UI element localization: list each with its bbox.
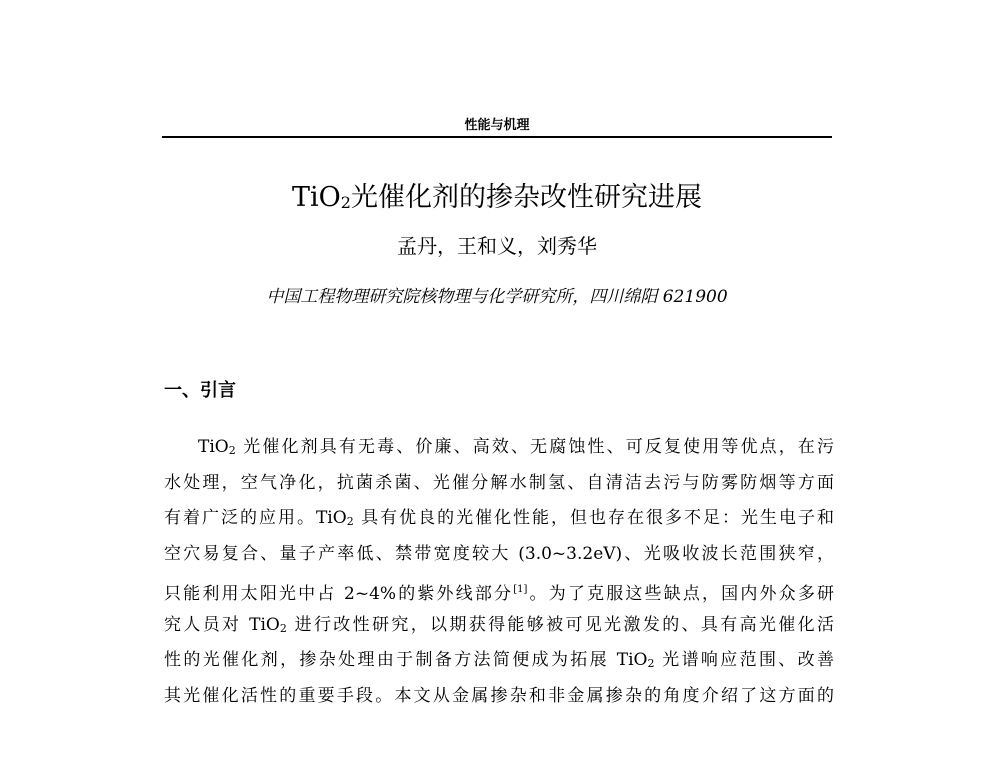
- paragraph-line: 究人员对 TiO$_2$ 进行改性研究，以期获得能够被可见光激发的、具有高光催化活: [164, 614, 834, 635]
- affiliation: 中国工程物理研究院核物理与化学研究所，四川绵阳 621900: [266, 287, 728, 307]
- paragraph-line: 空穴易复合、量子产率低、禁带宽度较大 (3.0~3.2eV)、光吸收波长范围狭窄，: [164, 543, 834, 564]
- paragraph-line: 有着广泛的应用。TiO$_2$ 具有优良的光催化性能，但也存在很多不足：光生电子和: [164, 508, 834, 528]
- paragraph-line: 其光催化活性的重要手段。本文从金属掺杂和非金属掺杂的角度介绍了这方面的: [164, 685, 834, 706]
- paragraph-line: 只能利用太阳光中占 2~4%的紫外线部分[1]。为了克服这些缺点，国内外众多研: [164, 584, 835, 604]
- paragraph-line: TiO$_2$ 光催化剂具有无毒、价廉、高效、无腐蚀性、可反复使用等优点，在污: [198, 437, 834, 457]
- title-rest: 光催化剂的掺杂改性研究进展: [350, 182, 702, 213]
- header-rule: [162, 136, 832, 138]
- authors: 孟丹，王和义，刘秀华: [397, 234, 597, 258]
- running-head: 性能与机理: [464, 118, 530, 133]
- title-subscript: 2: [340, 193, 351, 212]
- citation-ref: [1]: [513, 584, 528, 595]
- article-title: [162, 175, 832, 214]
- section-heading: 一、引言: [164, 380, 236, 401]
- body-paragraph: [164, 430, 834, 714]
- paragraph-line: 水处理，空气净化，抗菌杀菌、光催分解水制氢、自清洁去污与防雾防烟等方面: [164, 472, 834, 493]
- paragraph-line: 性的光催化剂，掺杂处理由于制备方法简便成为拓展 TiO$_2$ 光谱响应范围、改善: [164, 650, 835, 670]
- title-prefix: TiO: [292, 182, 341, 213]
